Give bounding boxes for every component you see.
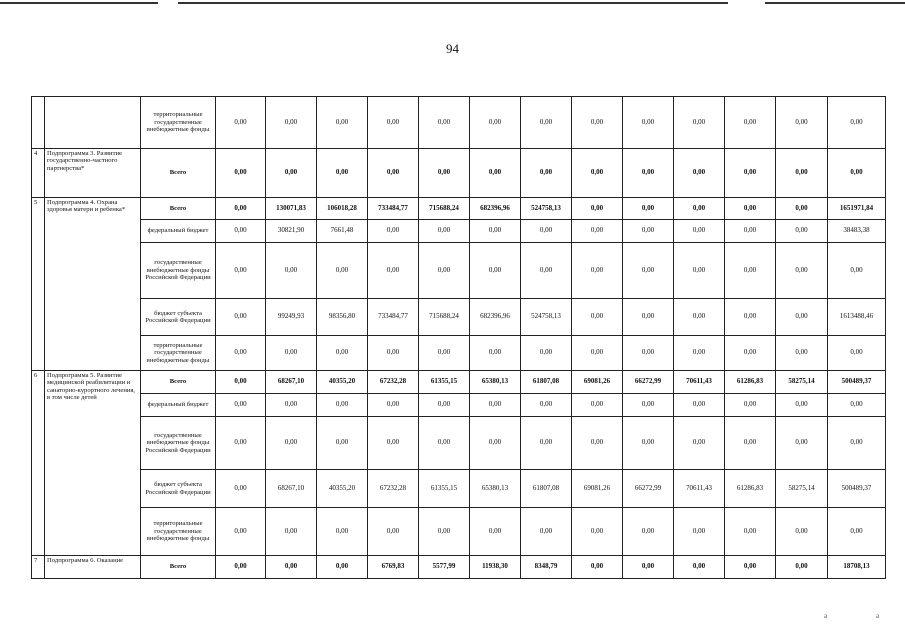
value-cell: 0,00 — [216, 556, 266, 579]
value-cell: 61286,83 — [725, 470, 776, 508]
value-cell: 0,00 — [216, 97, 266, 149]
program-name-cell: Подпрограмма 5. Развитие медицинской реабилитации и санаторно-курортного лечения, в том числе детей — [45, 371, 141, 556]
value-cell: 0,00 — [572, 417, 623, 470]
funding-source-cell: государственные внебюджетные фонды Российской Федерации — [141, 417, 216, 470]
value-cell: 0,00 — [266, 336, 317, 371]
value-cell: 0,00 — [674, 149, 725, 198]
funding-source-cell: федеральный бюджет — [141, 220, 216, 243]
funding-source-cell: бюджет субъекта Российской Федерации — [141, 470, 216, 508]
value-cell: 0,00 — [725, 243, 776, 299]
value-cell: 0,00 — [368, 336, 419, 371]
value-cell: 0,00 — [725, 198, 776, 220]
value-cell: 0,00 — [368, 508, 419, 556]
value-cell: 0,00 — [470, 243, 521, 299]
value-cell: 0,00 — [521, 243, 572, 299]
total-value-cell: 18708,13 — [828, 556, 886, 579]
value-cell: 0,00 — [725, 97, 776, 149]
value-cell: 0,00 — [674, 243, 725, 299]
value-cell: 7661,48 — [317, 220, 368, 243]
value-cell: 0,00 — [776, 220, 828, 243]
value-cell: 65380,13 — [470, 371, 521, 394]
table-row — [32, 299, 886, 336]
value-cell: 40355,20 — [317, 371, 368, 394]
value-cell: 0,00 — [623, 417, 674, 470]
value-cell: 0,00 — [572, 336, 623, 371]
value-cell: 0,00 — [317, 97, 368, 149]
value-cell: 0,00 — [266, 556, 317, 579]
scan-edge-line — [765, 2, 905, 4]
row-number-cell: 5 — [32, 198, 45, 371]
value-cell: 0,00 — [419, 243, 470, 299]
table-row — [32, 97, 886, 149]
value-cell: 0,00 — [216, 220, 266, 243]
value-cell: 0,00 — [317, 394, 368, 417]
funding-source-cell: территориальные государственные внебюджетные фонды — [141, 508, 216, 556]
value-cell: 0,00 — [470, 220, 521, 243]
value-cell: 61355,15 — [419, 470, 470, 508]
value-cell: 0,00 — [674, 417, 725, 470]
total-value-cell: 0,00 — [828, 336, 886, 371]
value-cell: 0,00 — [419, 336, 470, 371]
program-name-cell: Подпрограмма 4. Охрана здоровья матери и ребенка* — [45, 198, 141, 371]
value-cell: 0,00 — [725, 336, 776, 371]
value-cell: 0,00 — [266, 417, 317, 470]
value-cell: 6769,83 — [368, 556, 419, 579]
value-cell: 0,00 — [572, 394, 623, 417]
value-cell: 67232,28 — [368, 470, 419, 508]
table-row — [32, 336, 886, 371]
value-cell: 0,00 — [368, 417, 419, 470]
value-cell: 0,00 — [368, 394, 419, 417]
value-cell: 69081,26 — [572, 371, 623, 394]
table-row — [32, 417, 886, 470]
value-cell: 0,00 — [725, 220, 776, 243]
funding-source-cell: бюджет субъекта Российской Федерации — [141, 299, 216, 336]
value-cell: 0,00 — [572, 149, 623, 198]
scan-edge-line — [178, 2, 728, 4]
value-cell: 0,00 — [419, 417, 470, 470]
total-value-cell: 0,00 — [828, 243, 886, 299]
value-cell: 66272,99 — [623, 371, 674, 394]
funding-source-cell: Всего — [141, 371, 216, 394]
value-cell: 0,00 — [725, 394, 776, 417]
total-value-cell: 0,00 — [828, 394, 886, 417]
value-cell: 58275,14 — [776, 371, 828, 394]
value-cell: 715688,24 — [419, 299, 470, 336]
value-cell: 0,00 — [317, 417, 368, 470]
value-cell: 0,00 — [216, 470, 266, 508]
table-row — [32, 470, 886, 508]
table-row — [32, 220, 886, 243]
program-name-cell — [45, 97, 141, 149]
value-cell: 0,00 — [216, 299, 266, 336]
value-cell: 99249,93 — [266, 299, 317, 336]
value-cell: 40355,20 — [317, 470, 368, 508]
value-cell: 0,00 — [776, 336, 828, 371]
funding-source-cell: Всего — [141, 198, 216, 220]
value-cell: 524758,13 — [521, 299, 572, 336]
value-cell: 0,00 — [623, 220, 674, 243]
value-cell: 0,00 — [419, 220, 470, 243]
total-value-cell: 1651971,84 — [828, 198, 886, 220]
value-cell: 0,00 — [572, 556, 623, 579]
value-cell: 0,00 — [572, 243, 623, 299]
value-cell: 0,00 — [572, 220, 623, 243]
value-cell: 0,00 — [623, 299, 674, 336]
value-cell: 30821,90 — [266, 220, 317, 243]
funding-source-cell: территориальные государственные внебюджетные фонды — [141, 97, 216, 149]
value-cell: 0,00 — [216, 198, 266, 220]
value-cell: 0,00 — [572, 198, 623, 220]
program-name-cell: Подпрограмма 3. Развитие государственно-частного партнерства* — [45, 149, 141, 198]
value-cell: 0,00 — [266, 243, 317, 299]
value-cell: 682396,96 — [470, 299, 521, 336]
value-cell: 0,00 — [521, 417, 572, 470]
value-cell: 67232,28 — [368, 371, 419, 394]
value-cell: 58275,14 — [776, 470, 828, 508]
value-cell: 524758,13 — [521, 198, 572, 220]
value-cell: 0,00 — [216, 371, 266, 394]
value-cell: 0,00 — [674, 556, 725, 579]
scan-edge-line — [0, 2, 158, 4]
value-cell: 0,00 — [317, 243, 368, 299]
value-cell: 0,00 — [674, 394, 725, 417]
table-row — [32, 198, 886, 220]
value-cell: 61807,08 — [521, 371, 572, 394]
value-cell: 0,00 — [725, 149, 776, 198]
value-cell: 0,00 — [470, 336, 521, 371]
value-cell: 682396,96 — [470, 198, 521, 220]
value-cell: 0,00 — [266, 394, 317, 417]
value-cell: 0,00 — [266, 508, 317, 556]
table-row — [32, 149, 886, 198]
value-cell: 0,00 — [521, 508, 572, 556]
value-cell: 0,00 — [368, 149, 419, 198]
value-cell: 0,00 — [419, 508, 470, 556]
funding-source-cell: федеральный бюджет — [141, 394, 216, 417]
row-number-cell: 6 — [32, 371, 45, 556]
value-cell: 0,00 — [674, 220, 725, 243]
value-cell: 0,00 — [776, 149, 828, 198]
value-cell: 0,00 — [776, 198, 828, 220]
value-cell: 0,00 — [368, 220, 419, 243]
table-row — [32, 394, 886, 417]
value-cell: 0,00 — [623, 198, 674, 220]
value-cell: 0,00 — [470, 417, 521, 470]
value-cell: 98356,80 — [317, 299, 368, 336]
footer-mark: a — [876, 612, 880, 620]
value-cell: 0,00 — [317, 508, 368, 556]
value-cell: 11938,30 — [470, 556, 521, 579]
table-row — [32, 243, 886, 299]
value-cell: 0,00 — [674, 97, 725, 149]
value-cell: 0,00 — [623, 508, 674, 556]
value-cell: 0,00 — [216, 394, 266, 417]
value-cell: 715688,24 — [419, 198, 470, 220]
value-cell: 0,00 — [776, 556, 828, 579]
value-cell: 0,00 — [216, 243, 266, 299]
value-cell: 0,00 — [470, 394, 521, 417]
value-cell: 106018,28 — [317, 198, 368, 220]
value-cell: 0,00 — [572, 508, 623, 556]
program-name-cell: Подпрограмма 6. Оказание — [45, 556, 141, 579]
value-cell: 69081,26 — [572, 470, 623, 508]
value-cell: 0,00 — [317, 556, 368, 579]
row-number-cell: 4 — [32, 149, 45, 198]
value-cell: 0,00 — [419, 149, 470, 198]
value-cell: 0,00 — [674, 198, 725, 220]
funding-source-cell: Всего — [141, 556, 216, 579]
value-cell: 70611,43 — [674, 371, 725, 394]
value-cell: 0,00 — [776, 243, 828, 299]
value-cell: 0,00 — [419, 394, 470, 417]
total-value-cell: 1613488,46 — [828, 299, 886, 336]
row-number-cell — [32, 97, 45, 149]
value-cell: 0,00 — [266, 149, 317, 198]
value-cell: 0,00 — [572, 97, 623, 149]
value-cell: 0,00 — [674, 299, 725, 336]
value-cell: 0,00 — [216, 336, 266, 371]
value-cell: 0,00 — [266, 97, 317, 149]
budget-table-body — [32, 97, 886, 579]
value-cell: 0,00 — [725, 417, 776, 470]
funding-source-cell: Всего — [141, 149, 216, 198]
value-cell: 8348,79 — [521, 556, 572, 579]
value-cell: 0,00 — [470, 149, 521, 198]
value-cell: 0,00 — [216, 508, 266, 556]
funding-source-cell: территориальные государственные внебюджетные фонды — [141, 336, 216, 371]
value-cell: 61807,08 — [521, 470, 572, 508]
value-cell: 0,00 — [776, 299, 828, 336]
value-cell: 5577,99 — [419, 556, 470, 579]
value-cell: 0,00 — [216, 149, 266, 198]
value-cell: 130071,83 — [266, 198, 317, 220]
total-value-cell: 0,00 — [828, 417, 886, 470]
value-cell: 0,00 — [725, 508, 776, 556]
footer-mark: a — [824, 612, 828, 620]
value-cell: 0,00 — [674, 336, 725, 371]
value-cell: 0,00 — [521, 394, 572, 417]
funding-source-cell: государственные внебюджетные фонды Российской Федерации — [141, 243, 216, 299]
total-value-cell: 500489,37 — [828, 470, 886, 508]
value-cell: 61286,83 — [725, 371, 776, 394]
value-cell: 0,00 — [572, 299, 623, 336]
value-cell: 66272,99 — [623, 470, 674, 508]
value-cell: 0,00 — [623, 243, 674, 299]
value-cell: 0,00 — [776, 417, 828, 470]
value-cell: 0,00 — [521, 220, 572, 243]
value-cell: 0,00 — [623, 556, 674, 579]
row-number-cell: 7 — [32, 556, 45, 579]
value-cell: 0,00 — [317, 149, 368, 198]
value-cell: 0,00 — [776, 97, 828, 149]
value-cell: 733484,77 — [368, 299, 419, 336]
value-cell: 0,00 — [521, 336, 572, 371]
table-row — [32, 371, 886, 394]
budget-table — [31, 96, 886, 579]
value-cell: 0,00 — [470, 508, 521, 556]
value-cell: 0,00 — [776, 508, 828, 556]
value-cell: 0,00 — [521, 97, 572, 149]
table-row — [32, 508, 886, 556]
value-cell: 0,00 — [368, 97, 419, 149]
value-cell: 0,00 — [623, 336, 674, 371]
value-cell: 0,00 — [674, 508, 725, 556]
value-cell: 0,00 — [216, 417, 266, 470]
value-cell: 0,00 — [521, 149, 572, 198]
total-value-cell: 0,00 — [828, 508, 886, 556]
value-cell: 68267,10 — [266, 470, 317, 508]
total-value-cell: 38483,38 — [828, 220, 886, 243]
total-value-cell: 0,00 — [828, 149, 886, 198]
value-cell: 61355,15 — [419, 371, 470, 394]
value-cell: 0,00 — [470, 97, 521, 149]
total-value-cell: 500489,37 — [828, 371, 886, 394]
table-row — [32, 556, 886, 579]
value-cell: 65380,13 — [470, 470, 521, 508]
total-value-cell: 0,00 — [828, 97, 886, 149]
value-cell: 733484,77 — [368, 198, 419, 220]
value-cell: 0,00 — [623, 97, 674, 149]
value-cell: 70611,43 — [674, 470, 725, 508]
value-cell: 0,00 — [725, 299, 776, 336]
value-cell: 0,00 — [368, 243, 419, 299]
value-cell: 0,00 — [317, 336, 368, 371]
value-cell: 0,00 — [623, 394, 674, 417]
value-cell: 0,00 — [725, 556, 776, 579]
value-cell: 0,00 — [623, 149, 674, 198]
value-cell: 68267,10 — [266, 371, 317, 394]
page-number: 94 — [446, 41, 459, 56]
value-cell: 0,00 — [776, 394, 828, 417]
value-cell: 0,00 — [419, 97, 470, 149]
